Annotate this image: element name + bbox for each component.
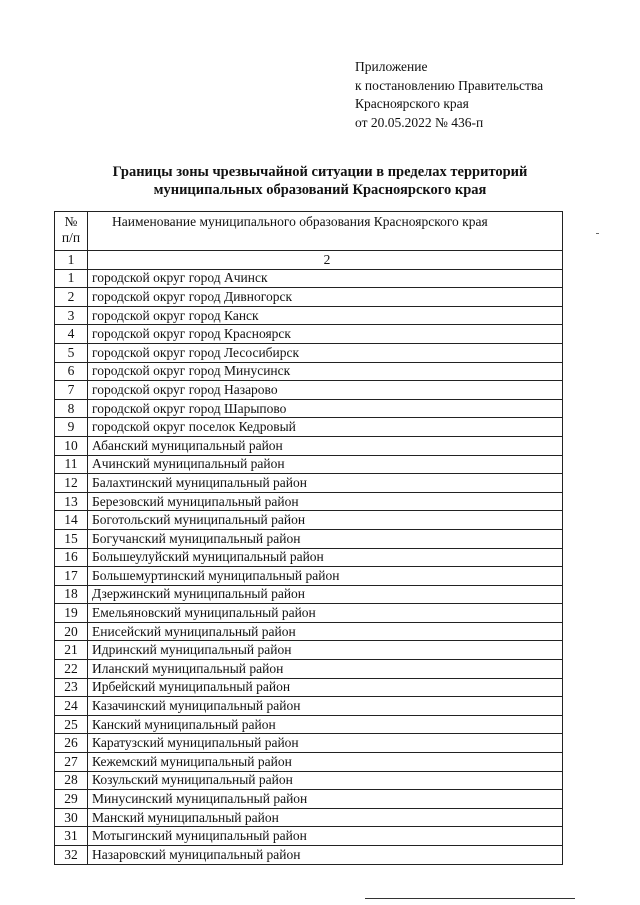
table-row [55,604,563,623]
row-name-cell: городской округ город Канск [88,306,563,325]
table-row [55,529,563,548]
row-number-cell: 15 [55,529,88,548]
row-name-cell: городской округ поселок Кедровый [88,418,563,437]
margin-mark [596,233,599,234]
bottom-rule [365,898,575,899]
row-number-cell: 29 [55,790,88,809]
row-number-cell: 1 [55,269,88,288]
header-name-cell: Наименование муниципального образования Красноярского края [88,212,563,251]
title-line: Границы зоны чрезвычайной ситуации в пределах территорий [112,164,528,180]
table-row [55,827,563,846]
table-row [55,715,563,734]
row-number-cell: 9 [55,418,88,437]
row-number-cell: 4 [55,325,88,344]
table-row [55,753,563,772]
row-name-cell: Боготольский муниципальный район [88,511,563,530]
row-number-cell: 27 [55,753,88,772]
table-row [55,362,563,381]
table-row [55,548,563,567]
row-number-cell: 3 [55,306,88,325]
row-number-cell: 18 [55,585,88,604]
table-row [55,381,563,400]
table-row [55,325,563,344]
row-name-cell: Балахтинский муниципальный район [88,474,563,493]
appendix-line: Приложение [355,59,428,74]
table-row [55,808,563,827]
appendix-line: к постановлению Правительства [355,77,544,93]
row-name-cell: Березовский муниципальный район [88,492,563,511]
row-number-cell: 11 [55,455,88,474]
row-name-cell: Ирбейский муниципальный район [88,678,563,697]
appendix-line: Красноярского края [355,96,469,111]
row-name-cell: Иланский муниципальный район [88,660,563,679]
row-number-cell: 20 [55,622,88,641]
table-header-row [55,212,563,251]
row-number-cell: 28 [55,771,88,790]
row-number-cell: 12 [55,474,88,493]
table-row [55,660,563,679]
row-name-cell: Идринский муниципальный район [88,641,563,660]
row-name-cell: городской округ город Ачинск [88,269,563,288]
row-name-cell: Назаровский муниципальный район [88,846,563,865]
appendix-block [355,58,543,132]
row-number-cell: 31 [55,827,88,846]
table-row [55,790,563,809]
row-number-cell: 5 [55,343,88,362]
header-number-cell [55,212,88,251]
row-number-cell: 23 [55,678,88,697]
row-name-cell: городской округ город Красноярск [88,325,563,344]
row-name-cell: Мотыгинский муниципальный район [88,827,563,846]
table-row [55,399,563,418]
row-name-cell: Манский муниципальный район [88,808,563,827]
table-row [55,641,563,660]
table-row [55,622,563,641]
row-name-cell: Большемуртинский муниципальный район [88,567,563,586]
row-number-cell: 2 [55,288,88,307]
row-name-cell: Большеулуйский муниципальный район [88,548,563,567]
row-name-cell: Абанский муниципальный район [88,436,563,455]
table-row [55,585,563,604]
row-number-cell: 21 [55,641,88,660]
table-row [55,343,563,362]
row-number-cell: 26 [55,734,88,753]
header-number-symbol: № [64,214,78,229]
regions-table [54,211,563,865]
table-row [55,511,563,530]
table-row [55,697,563,716]
row-name-cell: Кежемский муниципальный район [88,753,563,772]
table-row [55,678,563,697]
column-index-cell: 1 [55,251,88,270]
row-number-cell: 24 [55,697,88,716]
appendix-date-line: от 20.05.2022 № 436-п [355,114,484,130]
row-number-cell: 25 [55,715,88,734]
row-name-cell: Ачинский муниципальный район [88,455,563,474]
table-row [55,288,563,307]
row-name-cell: Емельяновский муниципальный район [88,604,563,623]
row-name-cell: Козульский муниципальный район [88,771,563,790]
row-number-cell: 16 [55,548,88,567]
document-title [60,163,580,199]
table-row [55,306,563,325]
row-name-cell: городской округ город Назарово [88,381,563,400]
row-name-cell: Канский муниципальный район [88,715,563,734]
row-number-cell: 19 [55,604,88,623]
table-row [55,418,563,437]
table-row [55,474,563,493]
row-name-cell: городской округ город Шарыпово [88,399,563,418]
table-row [55,436,563,455]
row-number-cell: 6 [55,362,88,381]
table-row [55,492,563,511]
table-row [55,455,563,474]
table-row [55,734,563,753]
table-row [55,269,563,288]
header-number-abbrev: п/п [61,230,81,245]
row-name-cell: Минусинский муниципальный район [88,790,563,809]
row-number-cell: 8 [55,399,88,418]
table-row [55,771,563,790]
row-name-cell: Дзержинский муниципальный район [88,585,563,604]
table-row [55,567,563,586]
row-name-cell: городской округ город Дивногорск [88,288,563,307]
row-name-cell: Енисейский муниципальный район [88,622,563,641]
row-name-cell: Казачинский муниципальный район [88,697,563,716]
row-name-cell: городской округ город Минусинск [88,362,563,381]
row-name-cell: Каратузский муниципальный район [88,734,563,753]
table-row [55,846,563,865]
row-number-cell: 14 [55,511,88,530]
row-number-cell: 7 [55,381,88,400]
row-number-cell: 30 [55,808,88,827]
row-number-cell: 10 [55,436,88,455]
row-number-cell: 22 [55,660,88,679]
column-index-row [55,251,563,270]
row-number-cell: 32 [55,846,88,865]
row-number-cell: 17 [55,567,88,586]
column-index-cell: 2 [88,251,563,270]
title-line: муниципальных образований Красноярского края [153,182,487,198]
row-number-cell: 13 [55,492,88,511]
row-name-cell: городской округ город Лесосибирск [88,343,563,362]
row-name-cell: Богучанский муниципальный район [88,529,563,548]
